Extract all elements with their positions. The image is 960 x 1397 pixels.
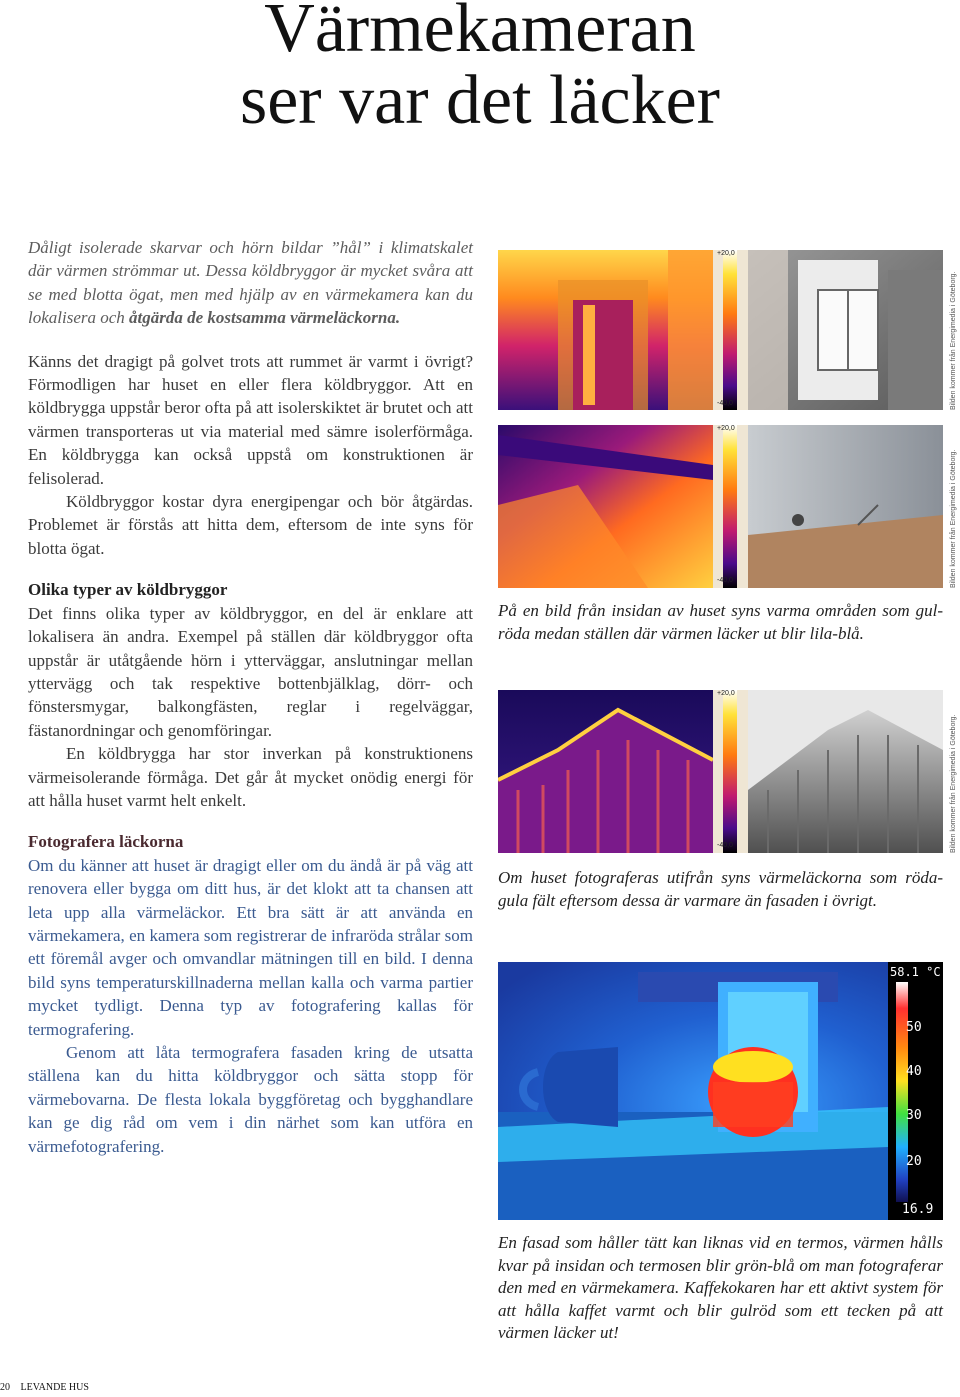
scale-tick-40: 40: [906, 1064, 922, 1079]
temperature-scale-3: +20,0 -40,0: [717, 690, 735, 849]
body-paragraph-6: Genom att låta termografera fasaden kring de utsatta ställena kan du hitta köldbryggor och sätta stopp för värmebovarna. De flesta lokala byggföretag och bygghandlare kan ge dig råd om vem i din närhet som kan utföra en värmefotografering.: [28, 1043, 473, 1156]
body-paragraph-3: Det finns olika typer av köldbryggor, en del är enklare att lokalisera än andra. Exempel på ställen där köldbryggor ofta uppstår är utåtgående hörn i ytterväggar, anslutningar mellan yttervägg och tak respektive bottenbjälklag, dörr- och fönstersmygar, balkongfästen, reglar i regelväggar, fästanordningar och genomföringar.: [28, 603, 473, 740]
scale-tick-30: 30: [906, 1108, 922, 1123]
intro-bold: åtgärda de kostsamma värmeläckorna.: [129, 308, 401, 328]
body-paragraph-2: Köldbryggor kostar dyra energipengar och bör åtgärdas. Problemet är förstås att hitta dem, eftersom de inte syns för blotta ögat.: [28, 492, 473, 558]
caption-exterior: Om huset fotograferas utifrån syns värmeläckorna som röda-gula fält eftersom dessa är varmare än fasaden i övrigt.: [498, 868, 943, 910]
thermal-photo-indoor-window: [498, 250, 943, 410]
caption-thermos: En fasad som håller tätt kan liknas vid en termos, värmen hålls kvar på insidan och termosen blir grön-blå om man fotograferar den med en värmekamera. Kaffekokaren har ett aktivt system för att hålla kaffet varmt och blir gulröd som ett tecken på att värmen läcker ut!: [498, 1233, 943, 1342]
magazine-name: LEVANDE HUS: [20, 1382, 89, 1393]
thermal-photo-thermos: [498, 962, 943, 1220]
body-paragraph-1: Känns det dragigt på golvet trots att rummet är varmt i övrigt? Förmodligen har huset en eller flera köldbryggor. Att en köldbrygga uppstår beror ofta på att isolerskiktet är brutet och att värmen transporteras ut via material med sämre isolerförmåga. En köldbrygga kan också uppstå om konstruktionen är felisolerad.: [28, 351, 473, 488]
scale-max-label: 58.1 °C: [890, 965, 941, 979]
thermos-temperature-scale: [888, 962, 943, 1220]
temperature-scale-2: +20,0 -40,0: [717, 425, 735, 584]
heading-olika-typer: Olika typer av köldbryggor: [28, 580, 228, 600]
thermal-photo-indoor-corner: [498, 425, 943, 588]
intro-paragraph: Dåligt isolerade skarvar och hörn bildar ”hål” i klimatskalet där värmen strömmar ut. Dessa köldbryggor är mycket svåra att se med blotta ögat, men med hjälp av en värmekamera kan du lokalisera och åtgärda de kostsamma värmeläckorna.: [28, 238, 473, 328]
image-credit-1: Bilden kommer från Energimedia i Göteborg.: [950, 271, 957, 410]
page-title-line-2: ser var det läcker: [240, 62, 720, 139]
page-title-line-1: Värmekameran: [264, 0, 696, 67]
thermal-image-thermos: [498, 962, 943, 1220]
thermal-photo-house-exterior: [498, 690, 943, 853]
caption-indoor: På en bild från insidan av huset syns varma områden som gul-röda medan ställen där värmen läcker ut blir lila-blå.: [498, 601, 943, 643]
scale-tick-50: 50: [906, 1020, 922, 1035]
body-paragraph-4: En köldbrygga har stor inverkan på konstruktionens värmeisolerande förmåga. Det går åt mycket onödig energi för att hålla huset varmt helt enkelt.: [28, 744, 473, 810]
body-paragraph-5: Om du känner att huset är dragigt eller om du ändå är på väg att renovera eller bygga om ditt hus, är det klokt att ta chansen att leta upp alla värmeläckor. Ett bra sätt är att använda en värmekamera, en kamera som registrerar de infraröda strålar som ett föremål avger och omvandlar mätningen till en bild. I denna bild syns temperaturskillnaderna mellan kalla och varma partier mycket tydligt. Denna typ av fotografering kallas för termografering.: [28, 855, 473, 1039]
left-column: [28, 236, 473, 1158]
temperature-scale-1: +20,0 -40,0: [717, 250, 735, 407]
page-footer: [0, 1382, 97, 1393]
image-credit-2: Bilden kommer från Energimedia i Göteborg.: [950, 449, 957, 588]
scale-min-label: 16.9: [902, 1202, 934, 1217]
page-number: 20: [0, 1382, 10, 1393]
image-credit-3: Bilden kommer från Energimedia i Göteborg.: [950, 714, 957, 853]
heading-fotografera: Fotografera läckorna: [28, 832, 184, 852]
scale-tick-20: 20: [906, 1154, 922, 1169]
